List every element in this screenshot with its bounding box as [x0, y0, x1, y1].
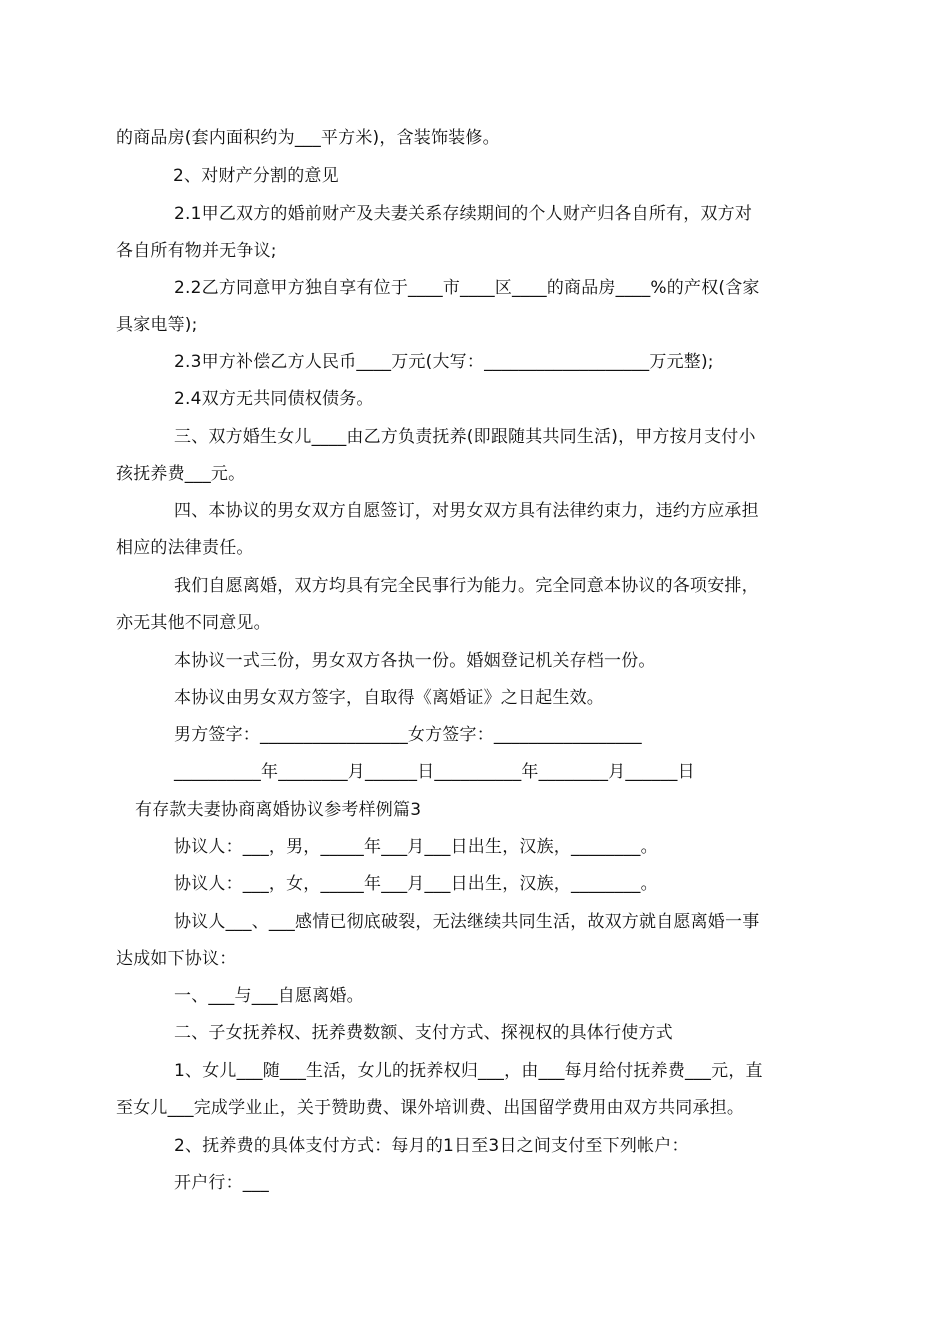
text-line: 各自所有物并无争议;: [116, 241, 277, 261]
text-line: 2.4双方无共同债权债务。: [174, 389, 374, 409]
section-heading: 二、子女抚养权、抚养费数额、支付方式、探视权的具体行使方式: [174, 1023, 673, 1043]
text-line: 2.1甲乙双方的婚前财产及夫妻关系存续期间的个人财产归各自所有，双方对: [174, 204, 753, 224]
text-line: 具家电等);: [116, 315, 198, 335]
text-line: 一、___与___自愿离婚。: [174, 986, 364, 1006]
text-line: 2.3甲方补偿乙方人民币____万元(大写：___________________万元整);: [174, 352, 714, 372]
text-line: 三、双方婚生女儿____由乙方负责抚养(即跟随其共同生活)，甲方按月支付小: [174, 427, 756, 447]
text-line: 开户行：___: [174, 1173, 269, 1193]
text-line: 达成如下协议：: [116, 949, 237, 969]
section-heading: 2、对财产分割的意见: [173, 166, 339, 186]
text-line: 孩抚养费___元。: [116, 464, 246, 484]
text-line: 至女儿___完成学业止，关于赞助费、课外培训费、出国留学费用由双方共同承担。: [116, 1098, 745, 1118]
text-line: 四、本协议的男女双方自愿签订，对男女双方具有法律约束力，违约方应承担: [174, 501, 759, 521]
section-title: 有存款夫妻协商离婚协议参考样例篇3: [135, 800, 422, 820]
signature-line: 男方签字：_________________女方签字：_________________: [174, 725, 642, 745]
text-line: 2、抚养费的具体支付方式：每月的1日至3日之间支付至下列帐户：: [174, 1136, 689, 1156]
text-line: 的商品房(套内面积约为___平方米)，含装饰装修。: [116, 128, 500, 148]
text-line: 本协议一式三份，男女双方各执一份。婚姻登记机关存档一份。: [174, 651, 656, 671]
text-line: 2.2乙方同意甲方独自享有位于____市____区____的商品房____%的产权(含家: [174, 278, 760, 298]
text-line: 相应的法律责任。: [116, 538, 254, 558]
text-line: 我们自愿离婚，双方均具有完全民事行为能力。完全同意本协议的各项安排，: [174, 576, 759, 596]
text-line: 亦无其他不同意见。: [116, 613, 271, 633]
text-line: 协议人___、___感情已彻底破裂，无法继续共同生活，故双方就自愿离婚一事: [174, 912, 760, 932]
party-line: 协议人：___，女，_____年___月___日出生，汉族，________。: [174, 874, 658, 894]
party-line: 协议人：___，男，_____年___月___日出生，汉族，________。: [174, 837, 658, 857]
date-line: __________年________月______日__________年________月______日: [174, 762, 695, 782]
text-line: 1、女儿___随___生活，女儿的抚养权归___，由___每月给付抚养费___元，直: [174, 1061, 763, 1081]
text-line: 本协议由男女双方签字，自取得《离婚证》之日起生效。: [174, 688, 604, 708]
